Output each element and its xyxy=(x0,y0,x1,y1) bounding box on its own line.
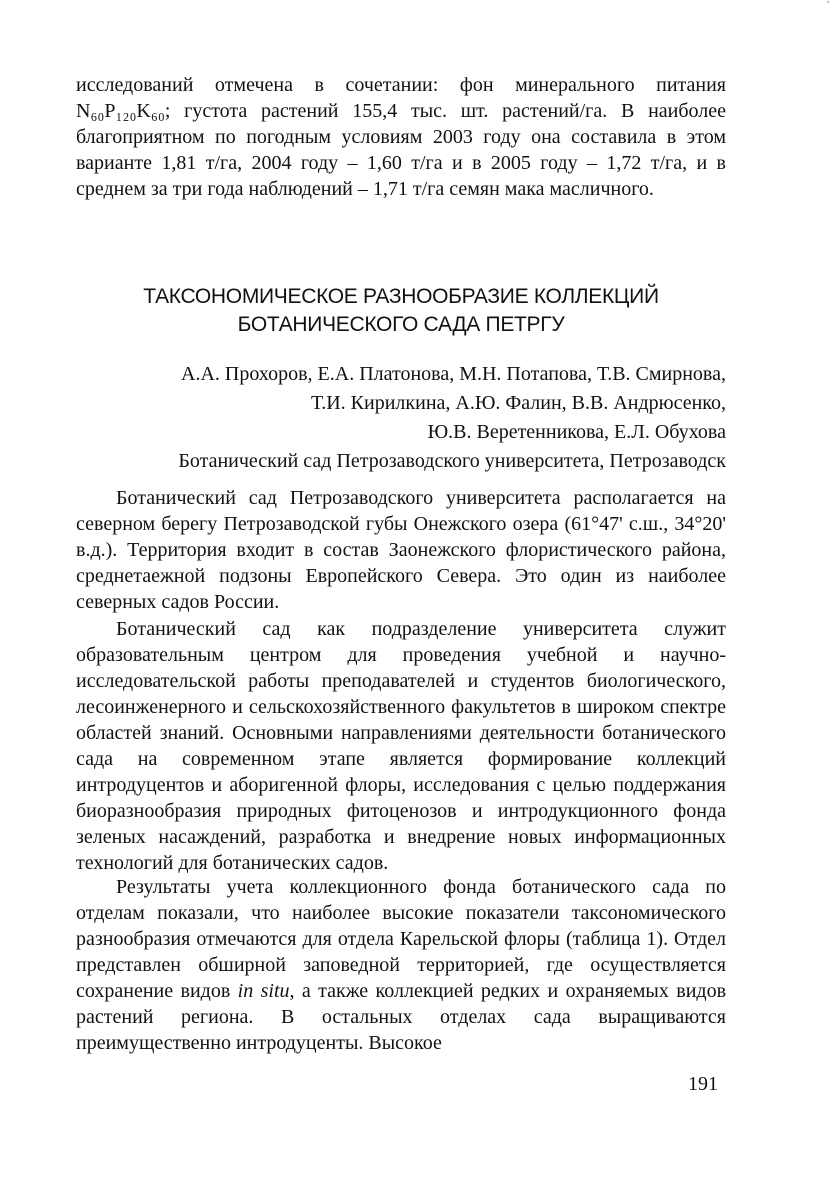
body-paragraph-3-part-b: , а также коллекцией редких и охраняемых видов растений региона. В остальных отделах сада выращиваются преимущественно интродуценты. Высокое xyxy=(76,980,727,1054)
in-situ-italic: in situ xyxy=(237,980,290,1002)
title-line-2: БОТАНИЧЕСКОГО САДА ПЕТРГУ xyxy=(237,313,565,336)
authors-line-1: А.А. Прохоров, Е.А. Платонова, М.Н. Потапова, Т.В. Смирнова, xyxy=(181,363,726,385)
affiliation: Ботанический сад Петрозаводского университета, Петрозаводск xyxy=(178,450,726,472)
page-number: 191 xyxy=(688,1073,718,1095)
body-paragraph-3-part-a: Результаты учета коллекционного фонда ботанического сада по отделам показали, что наиболее высокие показатели таксономического разнообразия отмечаются для отдела Карельской флоры (таблица 1). Отдел представлен обширной заповедной территорией, где осуществляется сохранение видов xyxy=(76,876,726,1002)
body-paragraph-2: Ботанический сад как подразделение университета служит образовательным центром для проведения учебной и научно-исследовательской работы преподавателей и студентов биологического, лесоинженерного и сельскохозяйственного факультетов в широком спектре областей знаний. Основными направлениями деятельности ботанического сада на современном этапе является формирование коллекций интродуцентов и аборигенной флоры, исследования с целью поддержания биоразнообразия природных фитоценозов и интродукционного фонда зеленых насаждений, разработка и внедрение новых информационных технологий для ботанических садов. xyxy=(76,618,726,874)
intro-paragraph: исследований отмечена в сочетании: фон минерального питания N₆₀P₁₂₀K₆₀; густота растений 155,4 тыс. шт. растений/га. В наиболее благоприятном по погодным условиям 2003 году она составила в этом варианте 1,81 т/га, 2004 году – 1,60 т/га и в 2005 году – 1,72 т/га, и в среднем за три года наблюдений – 1,71 т/га семян мака масличного. xyxy=(76,74,726,200)
authors-line-2: Т.И. Кирилкина, А.Ю. Фалин, В.В. Андрюсенко, xyxy=(311,392,726,414)
authors-line-3: Ю.В. Веретенникова, Е.Л. Обухова xyxy=(427,421,726,443)
authors-block xyxy=(76,360,726,476)
title-line-1: ТАКСОНОМИЧЕСКОЕ РАЗНООБРАЗИЕ КОЛЛЕКЦИЙ xyxy=(143,285,659,308)
article-title xyxy=(76,283,726,339)
corner-mark: ' xyxy=(827,0,829,11)
body-paragraph-3 xyxy=(76,874,726,1056)
body-paragraph-1: Ботанический сад Петрозаводского университета располагается на северном берегу Петрозаводской губы Онежского озера (61°47' с.ш., 34°20' в.д.). Территория входит в состав Заонежского флористического района, среднетаежной подзоны Европейского Севера. Это один из наиболее северных садов России. xyxy=(76,487,726,613)
